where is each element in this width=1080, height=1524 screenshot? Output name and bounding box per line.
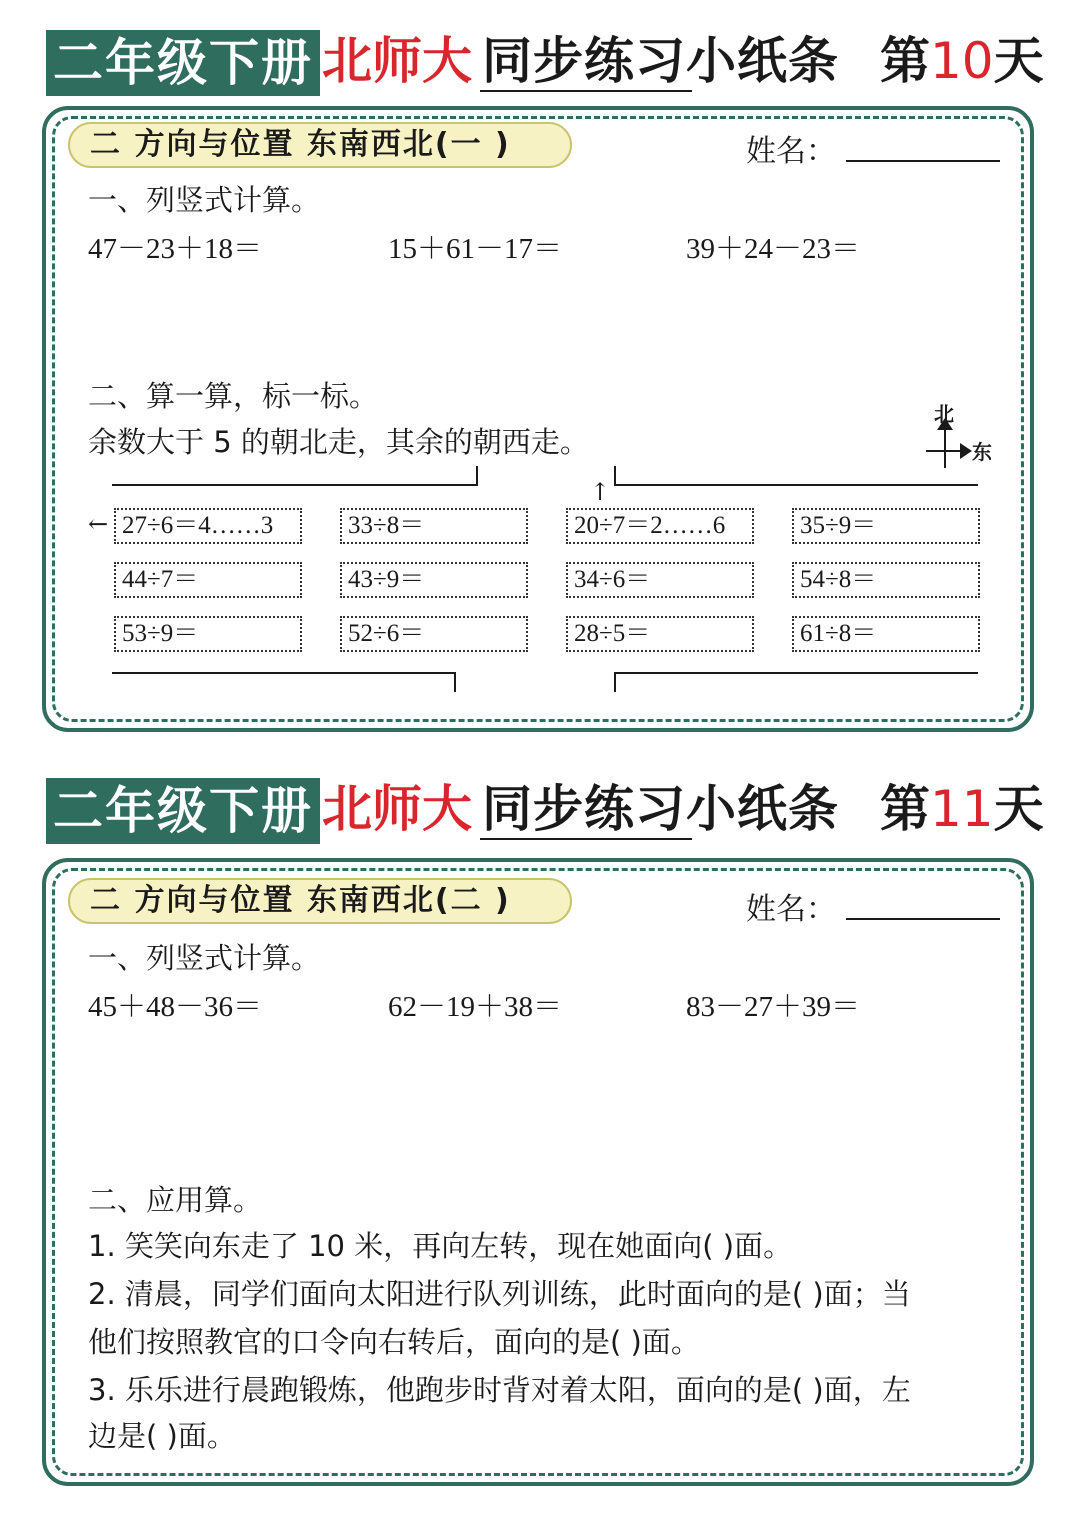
division-box[interactable]: 33÷8＝ — [340, 508, 528, 544]
division-box[interactable]: 27÷6＝4……3 — [114, 508, 302, 544]
grade-banner: 二年级下册 — [46, 30, 320, 96]
subtitle-underline — [480, 90, 692, 92]
calc-item: 39＋24－23＝ — [686, 233, 861, 265]
compass-north-label: 北 — [934, 402, 954, 426]
name-field[interactable] — [846, 160, 1000, 162]
division-box[interactable]: 35÷9＝ — [792, 508, 980, 544]
day-number: 11 — [930, 780, 994, 838]
calc-item: 15＋61－17＝ — [388, 233, 563, 265]
day-label: 第11天 — [880, 780, 1044, 838]
word-problem-line: 1. 笑笑向东走了 10 米，再向左转，现在她面向( )面。 — [88, 1229, 793, 1263]
unit-title: 二 方向与位置 东南西北(二 ) — [68, 878, 572, 924]
name-field[interactable] — [846, 918, 1000, 920]
subtitle-underline — [480, 838, 692, 840]
name-label: 姓名： — [746, 892, 836, 927]
q1-title: 一、列竖式计算。 — [88, 183, 321, 217]
calc-item: 47－23＋18＝ — [88, 233, 263, 265]
grade-banner: 二年级下册 — [46, 778, 320, 844]
bracket-bottom-right — [614, 672, 978, 674]
calc-item: 83－27＋39＝ — [686, 991, 861, 1023]
bracket-bottom-left — [112, 672, 456, 674]
subtitle: 同步练习小纸条 — [482, 32, 839, 90]
subtitle: 同步练习小纸条 — [482, 780, 839, 838]
q2-title: 二、应用算。 — [88, 1183, 263, 1217]
word-problem-line: 他们按照教官的口令向右转后，面向的是( )面。 — [88, 1325, 700, 1359]
publisher-title: 北师大 — [322, 780, 472, 838]
q2-instruction: 余数大于 5 的朝北走，其余的朝西走。 — [88, 425, 589, 459]
publisher-title: 北师大 — [322, 32, 472, 90]
division-box[interactable]: 34÷6＝ — [566, 562, 754, 598]
calc-item: 45＋48－36＝ — [88, 991, 263, 1023]
arrow-left-icon: ← — [88, 510, 109, 538]
word-problem-line: 2. 清晨，同学们面向太阳进行队列训练，此时面向的是( )面；当 — [88, 1277, 911, 1311]
division-box[interactable]: 43÷9＝ — [340, 562, 528, 598]
arrow-up-icon — [937, 418, 953, 430]
name-label: 姓名： — [746, 134, 836, 169]
division-box[interactable]: 53÷9＝ — [114, 616, 302, 652]
day-number: 10 — [930, 32, 994, 90]
compass-east-label: 东 — [972, 440, 992, 464]
calc-item: 62－19＋38＝ — [388, 991, 563, 1023]
division-box[interactable]: 52÷6＝ — [340, 616, 528, 652]
division-box[interactable]: 44÷7＝ — [114, 562, 302, 598]
word-problem-line: 边是( )面。 — [88, 1419, 236, 1453]
division-box[interactable]: 54÷8＝ — [792, 562, 980, 598]
compass-horizontal — [926, 450, 962, 452]
day-label: 第10天 — [880, 32, 1044, 90]
division-box[interactable]: 20÷7＝2……6 — [566, 508, 754, 544]
compass-vertical — [944, 428, 946, 468]
q1-title: 一、列竖式计算。 — [88, 941, 321, 975]
division-box[interactable]: 28÷5＝ — [566, 616, 754, 652]
unit-title: 二 方向与位置 东南西北(一 ) — [68, 122, 572, 168]
arrow-right-icon — [960, 443, 972, 459]
arrow-up-icon: ↑ — [590, 478, 611, 506]
word-problem-line: 3. 乐乐进行晨跑锻炼，他跑步时背对着太阳，面向的是( )面，左 — [88, 1373, 911, 1407]
bracket-top-right — [614, 484, 978, 486]
division-box[interactable]: 61÷8＝ — [792, 616, 980, 652]
bracket-top-left — [112, 484, 478, 486]
q2-title: 二、算一算，标一标。 — [88, 379, 379, 413]
